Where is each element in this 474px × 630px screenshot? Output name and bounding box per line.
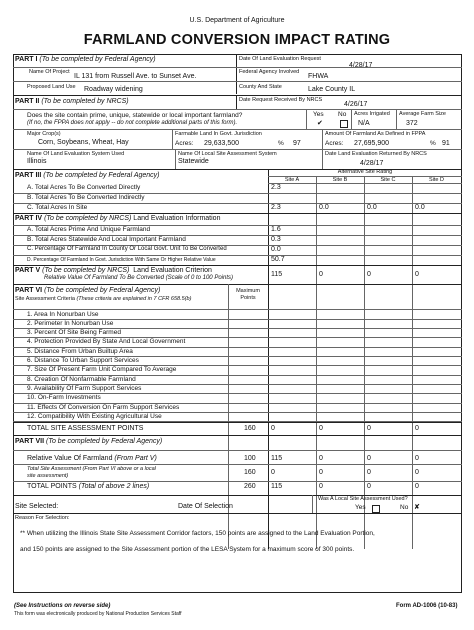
- local-no-label: No: [400, 504, 409, 511]
- county-field[interactable]: Lake County IL: [308, 86, 356, 93]
- divider: [306, 109, 307, 129]
- divider: [13, 255, 462, 256]
- form-left-border: [13, 54, 14, 592]
- site-selected-label: Site Selected:: [15, 503, 59, 510]
- part3-row-a-label: A. Total Acres To Be Converted Directly: [27, 184, 141, 191]
- county-label: County And State: [239, 84, 282, 90]
- criterion-label: 3. Percent Of Site Being Farmed: [27, 329, 121, 337]
- les-field[interactable]: Illinois: [27, 158, 47, 165]
- agency-name: U.S. Department of Agriculture: [189, 17, 285, 24]
- divider: [13, 450, 462, 451]
- part7-heading: PART VII (To be completed by Federal Agency): [15, 438, 163, 445]
- divider: [312, 495, 313, 513]
- part4-row-d-label: D. Percentage Of Farmland In Govt. Jurisdiction With Same Or Higher Relative Value: [27, 257, 216, 263]
- part4-row-b-label: B. Total Acres Statewide And Local Important Farmland: [27, 236, 186, 243]
- part5-site-b[interactable]: 0: [319, 271, 323, 278]
- farmable-acres-field[interactable]: 29,633,500: [204, 140, 240, 147]
- total-points-site-c[interactable]: 0: [367, 483, 371, 490]
- divider: [13, 54, 462, 55]
- reason-label: Reason For Selection:: [15, 515, 70, 521]
- farmable-pct-label: %: [278, 140, 284, 147]
- part6-subheading: Site Assessment Criteria (These criteria are explained in 7 CFR 658.5(b): [15, 296, 192, 302]
- criterion-label: 8. Creation Of Nonfarmable Farmland: [27, 375, 136, 383]
- part3-row-c-site-b[interactable]: 0.0: [319, 204, 329, 211]
- divider: [364, 176, 365, 549]
- major-crops-label: Major Crop(s): [27, 131, 61, 137]
- date-request-field[interactable]: 4/28/17: [349, 62, 373, 69]
- divider: [13, 513, 462, 514]
- part6-heading: PART VI (To be completed by Federal Agency): [15, 287, 161, 294]
- part3-row-c-site-a[interactable]: 2.3: [271, 204, 281, 211]
- divider: [13, 95, 462, 96]
- divider: [13, 422, 462, 423]
- farmable-acres-label: Acres:: [175, 140, 194, 147]
- part4-row-a-value[interactable]: 1.6: [271, 226, 281, 233]
- divider: [175, 149, 176, 169]
- site-b-header: Site B: [332, 177, 348, 183]
- criterion-label: 2. Perimeter In Nonurban Use: [27, 319, 114, 327]
- part3-row-a-site-a[interactable]: 2.3: [271, 184, 281, 191]
- criterion-label: 7. Size Of Present Farm Unit Compared To Average: [27, 366, 177, 374]
- farmland-question: Does the site contain prime, unique, statewide or local important farmland?: [27, 112, 243, 119]
- total-points-max: 260: [244, 483, 256, 490]
- relative-value-site-b[interactable]: 0: [319, 455, 323, 462]
- sas-field[interactable]: Statewide: [178, 158, 209, 165]
- avg-farm-size-field[interactable]: 372: [406, 120, 418, 127]
- date-returned-field[interactable]: 4/28/17: [360, 160, 384, 167]
- instructions-note: (See Instructions on reverse side): [14, 603, 111, 609]
- yes-checkbox[interactable]: ✔: [317, 120, 323, 127]
- fppa-pct-label: %: [430, 140, 436, 147]
- date-received-field[interactable]: 4/26/17: [344, 101, 368, 108]
- divider: [268, 169, 269, 549]
- divider: [13, 464, 462, 465]
- divider: [396, 109, 397, 129]
- part2-heading: PART II (To be completed by NRCS): [15, 98, 129, 105]
- project-label: Name Of Project: [29, 69, 70, 75]
- relative-value-label: Relative Value Of Farmland (From Part V): [27, 455, 157, 462]
- divider: [268, 183, 462, 184]
- site-total-label-line1: Total Site Assessment (From Part VI above or a local: [27, 466, 156, 472]
- relative-value-max: 100: [244, 455, 256, 462]
- total-points-site-d[interactable]: 0: [415, 483, 419, 490]
- site-assessment-total-label: TOTAL SITE ASSESSMENT POINTS: [27, 425, 144, 432]
- criterion-label: 12. Compatibility With Existing Agricultural Use: [27, 412, 162, 420]
- divider: [13, 265, 462, 266]
- criterion-label: 4. Protection Provided By State And Local Government: [27, 338, 186, 346]
- site-total-site-b[interactable]: 0: [319, 469, 323, 476]
- part4-row-c-value[interactable]: 0.0: [271, 246, 281, 253]
- part3-heading: PART III (To be completed by Federal Agency): [15, 172, 160, 179]
- site-d-header: Site D: [429, 177, 444, 183]
- farmable-land-label: Farmable Land In Govt. Jurisdiction: [175, 131, 262, 137]
- part4-row-b-value[interactable]: 0.3: [271, 236, 281, 243]
- date-request-label: Date Of Land Evaluation Request: [239, 56, 321, 62]
- lesa-note-line2: and 150 points are assigned to the Site Assessment portion of the LESA System for a maximum score of 300 points.: [20, 546, 355, 553]
- fppa-acres-field[interactable]: 27,695,900: [354, 140, 390, 147]
- alternative-site-rating-label: Alternative Site Rating: [337, 169, 393, 175]
- fppa-acres-label: Acres:: [325, 140, 344, 147]
- part5-site-c[interactable]: 0: [367, 271, 371, 278]
- criterion-label: 1. Area In Nonurban Use: [27, 310, 99, 318]
- divider: [13, 67, 462, 68]
- divider: [13, 213, 462, 214]
- max-points-header: Maximum Points: [236, 288, 260, 301]
- part5-subline: Relative Value Of Farmland To Be Converted (Scale of 0 to 100 Points): [44, 275, 233, 281]
- part3-row-c-site-c[interactable]: 0.0: [367, 204, 377, 211]
- site-assessment-total-c[interactable]: 0: [367, 425, 371, 432]
- local-yes-checkbox[interactable]: [372, 505, 380, 513]
- part5-site-d[interactable]: 0: [415, 271, 419, 278]
- form-number: Form AD-1006 (10-83): [396, 603, 458, 609]
- total-points-site-b[interactable]: 0: [319, 483, 323, 490]
- farmland-question-note: (If no, the FPPA does not apply -- do not complete additional parts of this form).: [27, 120, 238, 126]
- site-c-header: Site C: [380, 177, 396, 183]
- total-points-site-a[interactable]: 115: [271, 483, 283, 490]
- divider: [236, 54, 237, 94]
- part1-heading: PART I (To be completed by Federal Agency): [15, 56, 156, 63]
- date-of-selection-label: Date Of Selection: [178, 503, 233, 510]
- divider: [236, 95, 237, 109]
- criterion-label: 11. Effects Of Conversion On Farm Support Services: [27, 403, 180, 411]
- local-no-checkbox[interactable]: ✘: [414, 504, 420, 511]
- local-yes-label: Yes: [355, 504, 366, 511]
- relative-value-site-c[interactable]: 0: [367, 455, 371, 462]
- acres-irrigated-field[interactable]: N/A: [358, 120, 370, 127]
- fppa-pct-field[interactable]: 91: [442, 140, 450, 147]
- part4-row-d-value[interactable]: 50.7: [271, 256, 285, 263]
- divider: [322, 149, 323, 169]
- form-title: FARMLAND CONVERSION IMPACT RATING: [83, 32, 391, 48]
- divider: [13, 129, 462, 130]
- yes-label: Yes: [313, 111, 324, 118]
- no-checkbox[interactable]: [340, 120, 348, 128]
- project-name-field[interactable]: IL 131 from Russell Ave. to Sunset Ave.: [74, 73, 197, 80]
- farmable-pct-field[interactable]: 97: [293, 140, 301, 147]
- site-total-max: 160: [244, 469, 256, 476]
- relative-value-site-d[interactable]: 0: [415, 455, 419, 462]
- part5-heading: PART V (To be completed by NRCS) Land Evaluation Criterion: [15, 267, 212, 274]
- criterion-label: 9. Availability Of Farm Support Services: [27, 384, 142, 392]
- divider: [351, 109, 352, 129]
- fppa-farmland-label: Amount Of Farmland As Defined in FPPA: [325, 131, 426, 137]
- part4-row-c-label: C. Percentage Of Farmland In County Or Local Govt. Unit To Be Converted: [27, 246, 227, 252]
- local-assessment-used-label: Was A Local Site Assessment Used?: [318, 496, 408, 502]
- site-total-site-a[interactable]: 0: [271, 469, 275, 476]
- site-a-header: Site A: [284, 177, 300, 183]
- date-returned-label: Date Land Evaluation Returned By NRCS: [325, 151, 427, 157]
- divider: [322, 129, 323, 149]
- divider: [13, 592, 462, 593]
- site-total-site-d[interactable]: 0: [415, 469, 419, 476]
- no-label: No: [338, 111, 347, 118]
- divider: [13, 284, 462, 285]
- criterion-label: 10. On-Farm Investments: [27, 394, 101, 402]
- divider: [13, 481, 462, 482]
- part4-heading: PART IV (To be completed by NRCS) Land Evaluation Information: [15, 215, 221, 222]
- major-crops-field[interactable]: Corn, Soybeans, Wheat, Hay: [38, 139, 129, 146]
- sas-label: Name Of Local Site Assessment System: [178, 151, 277, 157]
- criterion-label: 6. Distance To Urban Support Services: [27, 357, 139, 364]
- part3-row-c-label: C. Total Acres In Site: [27, 204, 88, 211]
- land-use-field[interactable]: Roadway widening: [84, 86, 143, 93]
- part3-row-c-site-d[interactable]: 0.0: [415, 204, 425, 211]
- total-points-label: TOTAL POINTS (Total of above 2 lines): [27, 483, 150, 490]
- part4-row-a-label: A. Total Acres Prime And Unique Farmland: [27, 226, 151, 233]
- site-assessment-total-max: 160: [244, 425, 256, 432]
- part5-site-a[interactable]: 115: [271, 271, 283, 278]
- divider: [412, 176, 413, 549]
- divider: [316, 176, 317, 549]
- avg-farm-size-label: Average Farm Size: [399, 111, 446, 117]
- part3-row-b-label: B. Total Acres To Be Converted Indirectly: [27, 194, 145, 201]
- site-total-label-line2: site assessment): [27, 473, 69, 479]
- site-total-site-c[interactable]: 0: [367, 469, 371, 476]
- divider: [13, 149, 462, 150]
- agency-involved-label: Federal Agency Involved: [239, 69, 300, 75]
- divider: [172, 129, 173, 149]
- site-assessment-total-d[interactable]: 0: [415, 425, 419, 432]
- divider: [13, 109, 462, 110]
- divider: [13, 435, 462, 436]
- les-label: Name Of Land Evaluation System Used: [27, 151, 125, 157]
- relative-value-site-a[interactable]: 115: [271, 455, 283, 462]
- acres-irrigated-label: Acres Irrigated: [354, 111, 390, 117]
- form-right-border: [461, 54, 462, 592]
- agency-involved-field[interactable]: FHWA: [308, 73, 329, 80]
- land-use-label: Proposed Land Use: [27, 84, 76, 90]
- production-credit: This form was electronically produced by National Production Services Staff: [14, 611, 182, 617]
- date-received-label: Date Request Received By NRCS: [239, 97, 323, 103]
- site-assessment-total-b[interactable]: 0: [319, 425, 323, 432]
- site-assessment-total-a[interactable]: 0: [271, 425, 275, 432]
- criterion-label: 5. Distance From Urban Builtup Area: [27, 347, 133, 355]
- lesa-note-line1: ** When utilizing the Illinois State Site Assessment Corridor factors, 150 points are assigned to the Land Evaluation Portion,: [20, 530, 375, 537]
- divider: [13, 81, 462, 82]
